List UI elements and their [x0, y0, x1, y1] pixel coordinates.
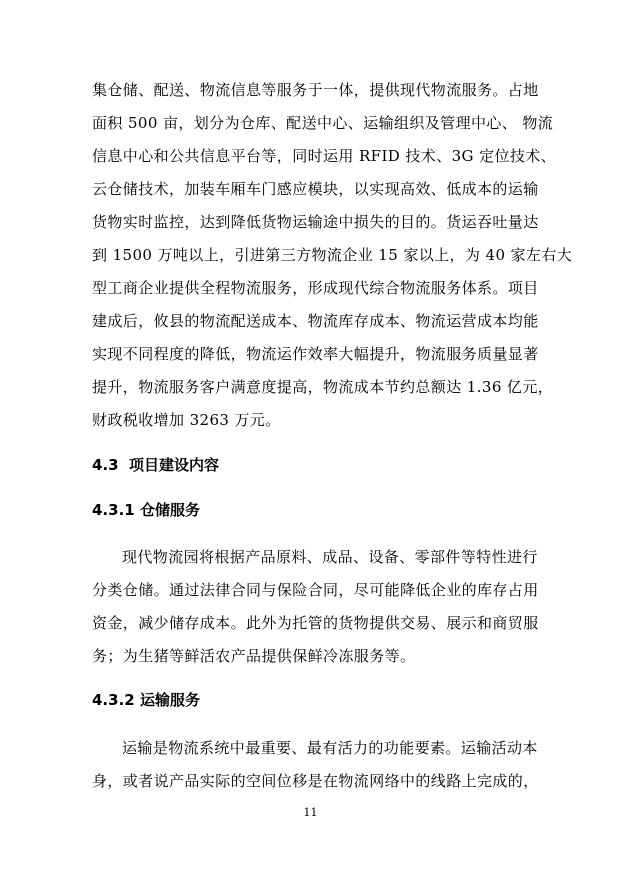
- paragraph-line: 现代物流园将根据产品原料、成品、设备、零部件等特性进行: [122, 548, 538, 566]
- paragraph-line: 运输是物流系统中最重要、最有活力的功能要素。运输活动本: [122, 739, 538, 757]
- paragraph-line: 型工商企业提供全程物流服务，形成现代综合物流服务体系。项目: [92, 279, 539, 297]
- paragraph-line: 云仓储技术，加装车厢车门感应模块，以实现高效、低成本的运输: [92, 180, 539, 198]
- page-number: 11: [303, 806, 318, 819]
- paragraph-line: 身，或者说产品实际的空间位移是在物流网络中的线路上完成的，: [92, 772, 539, 790]
- section-heading-4-3: [92, 455, 219, 475]
- section-title: 项目建设内容: [129, 456, 220, 474]
- section-number: 4.3.1: [92, 501, 135, 519]
- paragraph-line: 到 1500 万吨以上，引进第三方物流企业 15 家以上，为 40 家左右大: [92, 246, 573, 264]
- section-heading-4-3-1: [92, 500, 200, 520]
- paragraph-line: 财政税收增加 3263 万元。: [92, 411, 281, 429]
- paragraph-line: 分类仓储。通过法律合同与保险合同，尽可能降低企业的库存占用: [92, 581, 539, 599]
- section-number: 4.3.2: [92, 691, 135, 709]
- section-heading-4-3-2: [92, 690, 200, 710]
- paragraph-line: 建成后，攸县的物流配送成本、物流库存成本、物流运营成本均能: [92, 312, 539, 330]
- section-title: 运输服务: [139, 691, 200, 709]
- paragraph-line: 信息中心和公共信息平台等，同时运用 RFID 技术、3G 定位技术、: [92, 147, 557, 165]
- paragraph-line: 集仓储、配送、物流信息等服务于一体，提供现代物流服务。占地: [92, 81, 539, 99]
- section-title: 仓储服务: [139, 501, 200, 519]
- paragraph-line: 务；为生猪等鲜活农产品提供保鲜冷冻服务等。: [92, 647, 416, 665]
- paragraph-line: 面积 500 亩，划分为仓库、配送中心、运输组织及管理中心、 物流: [92, 114, 554, 132]
- section-number: 4.3: [92, 456, 119, 474]
- paragraph-line: 货物实时监控，达到降低货物运输途中损失的目的。货运吞吐量达: [92, 213, 539, 231]
- paragraph-line: 资金，减少储存成本。此外为托管的货物提供交易、展示和商贸服: [92, 614, 539, 632]
- paragraph-line: 提升，物流服务客户满意度提高，物流成本节约总额达 1.36 亿元，: [92, 378, 554, 396]
- paragraph-line: 实现不同程度的降低，物流运作效率大幅提升，物流服务质量显著: [92, 345, 539, 363]
